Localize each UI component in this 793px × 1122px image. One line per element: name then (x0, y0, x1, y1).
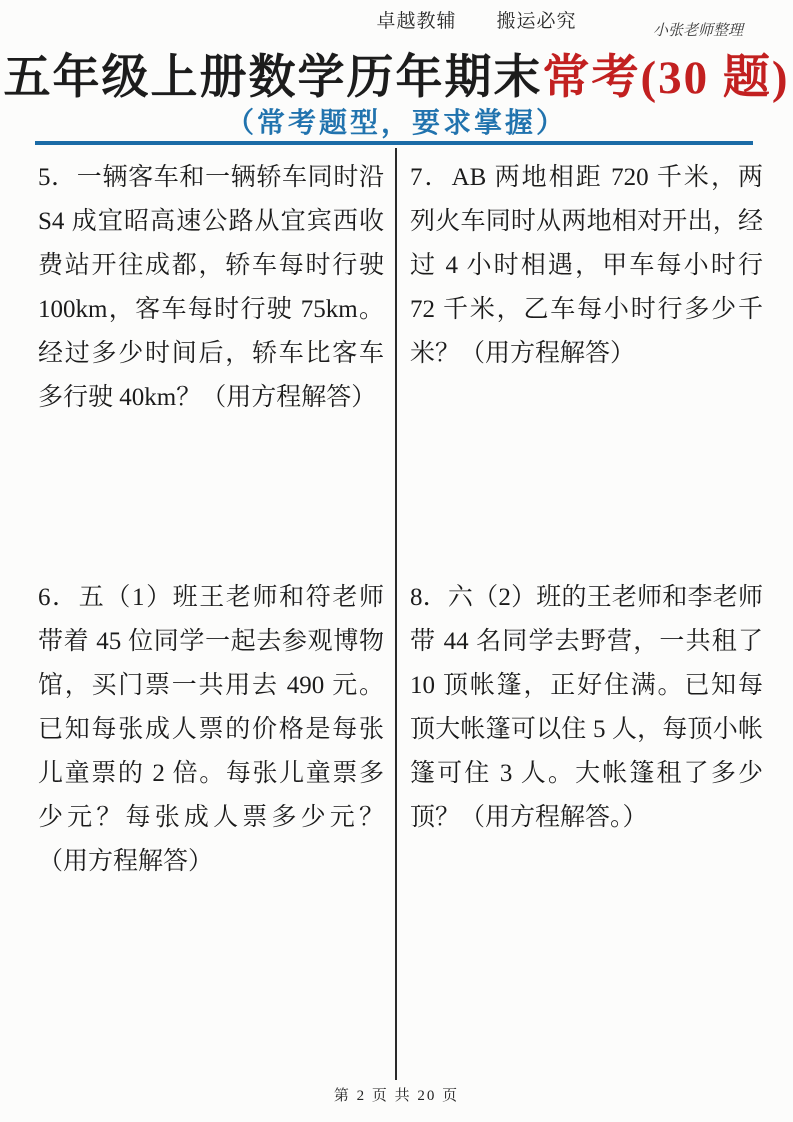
header-rule (35, 141, 753, 145)
page-subtitle: （常考题型，要求掌握） (225, 108, 567, 139)
page-title (0, 40, 793, 107)
page-number-footer: 第 2 页 共 20 页 (333, 1088, 460, 1104)
header-compiler-signature: 小张老师整理 (652, 23, 743, 39)
problem-5-text: 5．一辆客车和一辆轿车同时沿 S4 成宜昭高速公路从宜宾西收费站开往成都，轿车每时行驶 100km，客车每时行驶 75km。经过多少时间后，轿车比客车多行驶 40km？（用方程解答） (38, 164, 384, 411)
problem-7-text: 7．AB 两地相距 720 千米，两列火车同时从两地相对开出，经过 4 小时相遇，甲车每小时行 72 千米，乙车每小时行多少千米？（用方程解答） (410, 164, 763, 367)
problem-8-text: 8．六（2）班的王老师和李老师带 44 名同学去野营，一共租了 10 顶帐篷，正好住满。已知每顶大帐篷可以住 5 人，每顶小帐篷可住 3 人。大帐篷租了多少顶？（用方程解答。） (410, 584, 763, 831)
page-title-highlight: 常考(30 题) (542, 52, 790, 104)
problem-cell-5 (0, 148, 396, 568)
page-title-main: 五年级上册数学历年期末 (3, 52, 543, 104)
problem-6-text: 6．五（1）班王老师和符老师带着 45 位同学一起去参观博物馆，买门票一共用去 490 元。已知每张成人票的价格是每张儿童票的 2 倍。每张儿童票多少元？每张成人票多少元？（用方程解答） (38, 584, 384, 875)
header-watermark-text: 卓越教辅 搬运必究 (376, 11, 577, 32)
problem-cell-8 (396, 568, 793, 1080)
problem-cell-6 (0, 568, 396, 1080)
column-divider (395, 148, 397, 1080)
problem-cell-7 (396, 148, 793, 568)
